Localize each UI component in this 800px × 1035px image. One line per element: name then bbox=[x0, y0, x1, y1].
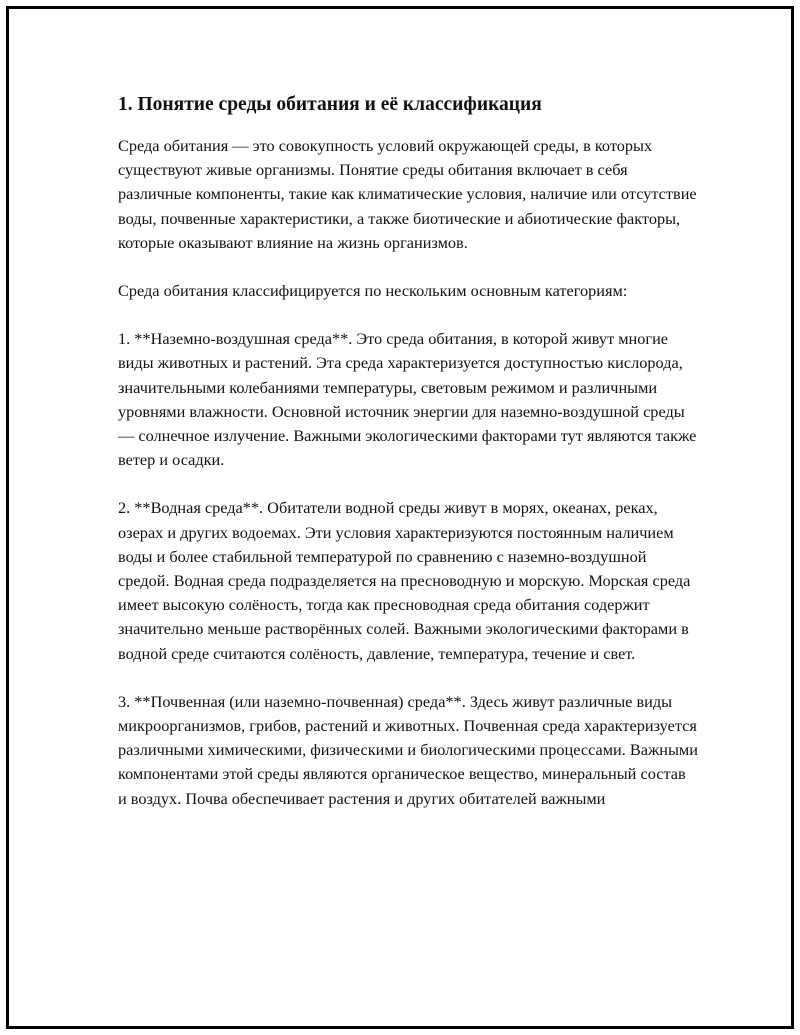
document-body bbox=[118, 92, 698, 835]
paragraph-classification-intro: Среда обитания классифицируется по нескольким основным категориям: bbox=[118, 281, 628, 301]
paragraph-terrestrial-air: 1. **Наземно-воздушная среда**. Это среда обитания, в которой живут многие виды животных и растений. Эта среда характеризуется доступностью кислорода, значительными колебаниями температуры, световым режимом и различными уровнями влажности. Основной источник энергии для наземно-воздушной среды — солнечное излучение. Важными экологическими факторами тут являются также ветер и осадки. bbox=[118, 329, 697, 470]
paragraph-definition: Среда обитания — это совокупность условий окружающей среды, в которых существуют живые организмы. Понятие среды обитания включает в себя различные компоненты, такие как климатические условия, наличие или отсутствие воды, почвенные характеристики, а также биотические и абиотические факторы, которые оказывают влияние на жизнь организмов. bbox=[118, 136, 697, 252]
paragraph-aquatic: 2. **Водная среда**. Обитатели водной среды живут в морях, океанах, реках, озерах и других водоемах. Эти условия характеризуются постоянным наличием воды и более стабильной температурой по сравнению с наземно-воздушной средой. Водная среда подразделяется на пресноводную и морскую. Морская среда имеет высокую солёность, тогда как пресноводная среда обитания содержит значительно меньше растворённых солей. Важными экологическими факторами в водной среде считаются солёность, давление, температура, течение и свет. bbox=[118, 498, 691, 663]
paragraph-soil: 3. **Почвенная (или наземно-почвенная) среда**. Здесь живут различные виды микроорганизмов, грибов, растений и животных. Почвенная среда характеризуется различными химическими, физическими и биологическими процессами. Важными компонентами этой среды являются органическое вещество, минеральный состав и воздух. Почва обеспечивает растения и других обитателей важными bbox=[118, 691, 698, 808]
section-heading: 1. Понятие среды обитания и её классификация bbox=[118, 94, 542, 115]
